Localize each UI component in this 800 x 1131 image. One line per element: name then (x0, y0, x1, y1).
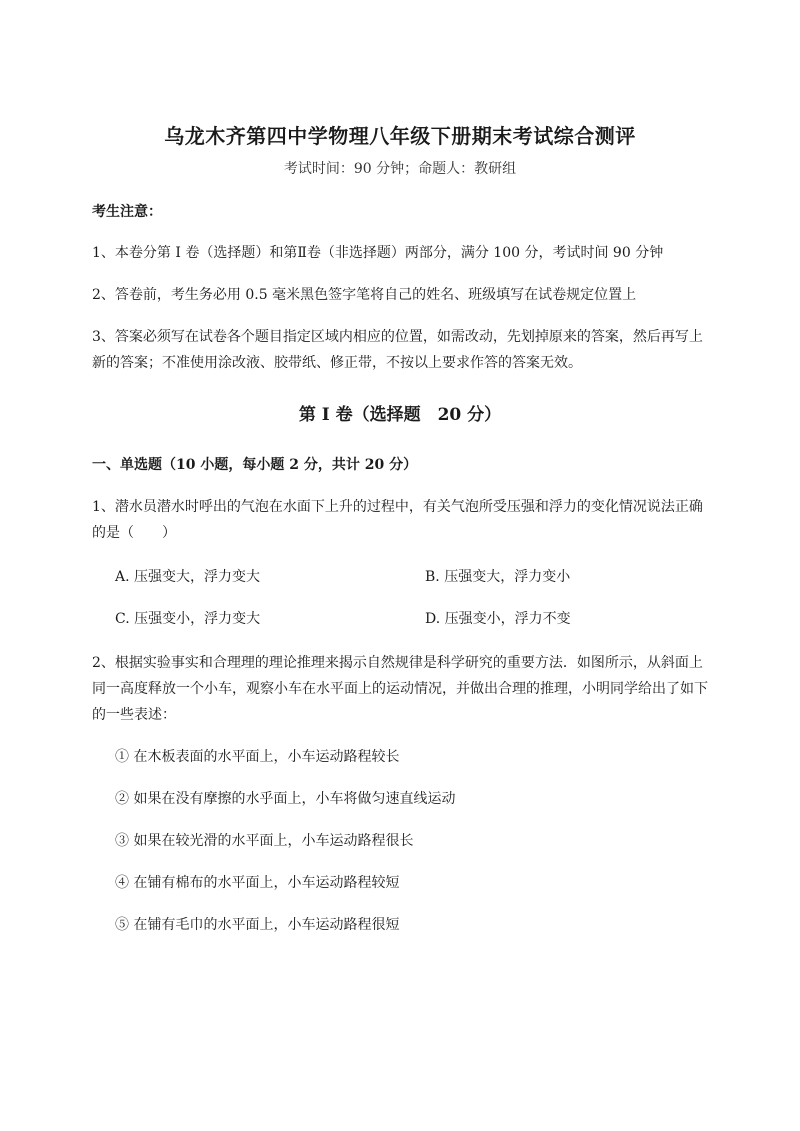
question-1-option-d[interactable]: D. 压强变小，浮力不变 (425, 611, 571, 627)
question-2-statement-2: ② 如果在没有摩擦的水乎面上，小车将做匀速直线运动 (115, 791, 456, 807)
question-2-stem: 2、根据实验事实和合理理的理论推理来揭示自然规律是科学研究的重要方法．如图所示，从斜面上同一高度释放一个小车，观察小车在水平面上的运动情况，并做出合理的推理，小明同学给出了如下的一些表述： (92, 655, 708, 723)
question-2-statement-3: ③ 如果在较光滑的水平面上，小车运动路程很长 (115, 833, 414, 849)
question-2-statement-4: ④ 在铺有棉布的水平面上，小车运动路程较短 (115, 875, 400, 891)
section-title: 第 I 卷（选择题 20 分） (298, 405, 502, 425)
question-1-option-a[interactable]: A. 压强变大，浮力变大 (115, 569, 261, 585)
question-1-option-c[interactable]: C. 压强变小，浮力变大 (115, 611, 261, 627)
notice-item-3: 3、答案必须写在试卷各个题目指定区域内相应的位置，如需改动，先划掉原来的答案，然后再写上新的答案；不准使用涂改液、胶带纸、修正带，不按以上要求作答的答案无效。 (92, 329, 703, 371)
notice-item-1: 1、本卷分第 I 卷（选择题）和第Ⅱ卷（非选择题）两部分，满分 100 分，考试时间 90 分钟 (92, 245, 664, 261)
question-1-option-b[interactable]: B. 压强变大，浮力变小 (425, 569, 571, 585)
exam-subtitle: 考试时间：90 分钟；命题人：教研组 (283, 161, 517, 177)
exam-title: 乌龙木齐第四中学物理八年级下册期末考试综合测评 (164, 124, 636, 148)
notice-item-2: 2、答卷前，考生务必用 0.5 毫米黑色签字笔将自己的姓名、班级填写在试卷规定位置上 (92, 287, 637, 303)
question-2-statement-5: ⑤ 在铺有毛巾的水平面上，小车运动路程很短 (115, 917, 400, 933)
part-heading: 一、单选题（10 小题，每小题 2 分，共计 20 分） (92, 457, 418, 473)
notice-heading: 考生注意： (92, 204, 162, 220)
question-2-statement-1: ① 在木板表面的水平面上，小车运动路程较长 (115, 749, 400, 765)
question-1-stem: 1、潜水员潜水时呼出的气泡在水面下上升的过程中，有关气泡所受压强和浮力的变化情况说法正确的是（ ） (92, 499, 703, 541)
